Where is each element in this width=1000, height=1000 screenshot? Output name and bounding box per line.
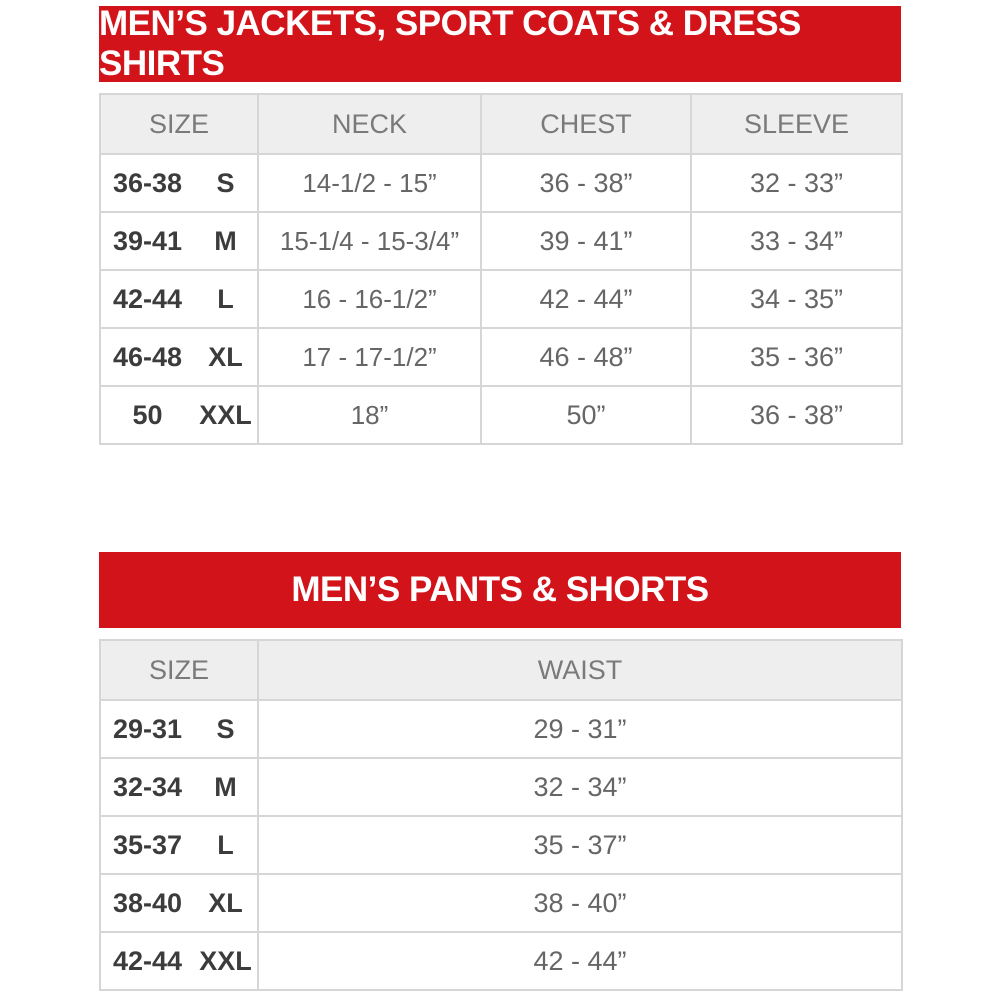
waist-value: 42 - 44” — [258, 932, 902, 990]
table-header-row — [100, 640, 902, 700]
size-number: 38-40 — [100, 874, 194, 932]
size-number: 29-31 — [100, 700, 194, 758]
size-number: 42-44 — [100, 932, 194, 990]
neck-value: 15-1/4 - 15-3/4” — [258, 212, 481, 270]
table-row — [100, 932, 902, 990]
size-number: 42-44 — [100, 270, 194, 328]
size-letter: XXL — [194, 932, 258, 990]
waist-value: 32 - 34” — [258, 758, 902, 816]
table-row — [100, 270, 902, 328]
sleeve-value: 35 - 36” — [691, 328, 902, 386]
table-row — [100, 874, 902, 932]
size-number: 46-48 — [100, 328, 194, 386]
chest-value: 36 - 38” — [481, 154, 691, 212]
sleeve-value: 33 - 34” — [691, 212, 902, 270]
size-number: 50 — [100, 386, 194, 444]
size-letter: S — [194, 154, 258, 212]
size-letter: M — [194, 212, 258, 270]
waist-value: 38 - 40” — [258, 874, 902, 932]
neck-value: 16 - 16-1/2” — [258, 270, 481, 328]
table-row — [100, 816, 902, 874]
table-row — [100, 700, 902, 758]
table-row — [100, 154, 902, 212]
jackets-chart-title: MEN’S JACKETS, SPORT COATS & DRESS SHIRTS — [99, 6, 901, 82]
neck-column-header: NECK — [258, 94, 481, 154]
chest-value: 46 - 48” — [481, 328, 691, 386]
waist-column-header: WAIST — [258, 640, 902, 700]
size-number: 39-41 — [100, 212, 194, 270]
size-letter: XXL — [194, 386, 258, 444]
jackets-size-table — [99, 93, 903, 445]
size-letter: L — [194, 816, 258, 874]
chest-value: 39 - 41” — [481, 212, 691, 270]
waist-value: 35 - 37” — [258, 816, 902, 874]
table-row — [100, 328, 902, 386]
table-row — [100, 386, 902, 444]
size-column-header: SIZE — [100, 94, 258, 154]
table-row — [100, 758, 902, 816]
size-number: 35-37 — [100, 816, 194, 874]
size-column-header: SIZE — [100, 640, 258, 700]
sleeve-column-header: SLEEVE — [691, 94, 902, 154]
sleeve-value: 34 - 35” — [691, 270, 902, 328]
size-number: 32-34 — [100, 758, 194, 816]
neck-value: 14-1/2 - 15” — [258, 154, 481, 212]
sleeve-value: 32 - 33” — [691, 154, 902, 212]
size-letter: XL — [194, 328, 258, 386]
neck-value: 17 - 17-1/2” — [258, 328, 481, 386]
neck-value: 18” — [258, 386, 481, 444]
sleeve-value: 36 - 38” — [691, 386, 902, 444]
table-row — [100, 212, 902, 270]
pants-size-table — [99, 639, 903, 991]
chest-column-header: CHEST — [481, 94, 691, 154]
size-letter: S — [194, 700, 258, 758]
table-header-row — [100, 94, 902, 154]
pants-chart-title: MEN’S PANTS & SHORTS — [99, 552, 901, 628]
waist-value: 29 - 31” — [258, 700, 902, 758]
size-number: 36-38 — [100, 154, 194, 212]
size-letter: L — [194, 270, 258, 328]
size-letter: XL — [194, 874, 258, 932]
size-letter: M — [194, 758, 258, 816]
chest-value: 42 - 44” — [481, 270, 691, 328]
chest-value: 50” — [481, 386, 691, 444]
